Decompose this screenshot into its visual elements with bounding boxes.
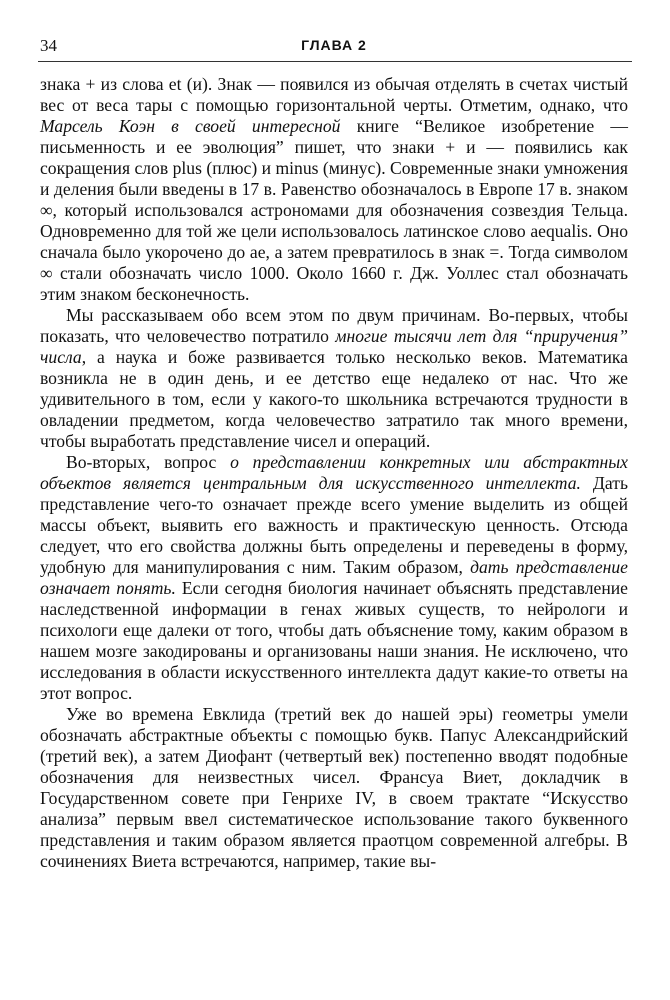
running-head	[36, 36, 632, 58]
paragraph	[40, 305, 628, 452]
italic-text: о представлении конкретных или абстрактных объектов является центральным для искусственного интеллекта.	[40, 452, 628, 493]
text-run: Дать представление чего-то означает прежде всего умение выделить из общей массы объект, выявить его важность и практическую ценность. Отсюда следует, что его свойства должны быть определены и переведены в форму, удобную для манипулирования с ним. Таким образом,	[40, 473, 628, 577]
text-run: Мы рассказываем обо всем этом по двум причинам. Во-первых, чтобы показать, что человечество потратило	[40, 305, 628, 346]
text-run: книге “Великое изобретение — письменность и ее эволюция” пишет, что знаки + и — появились как сокращения слов plus (плюс) и minus (минус). Современные знаки умножения и деления были введены в 17 в. Равенство обозначалось в Европе 17 в. знаком ∞, который использовался астрономами для обозначения созвездия Тельца. Одновременно для той же цели использовалось латинское слово aequalis. Оно сначала было укорочено до ae, а затем превратилось в знак =. Тогда символом ∞ стали обозначать число 1000. Около 1660 г. Дж. Уоллес стал обозначать этим знаком бесконечность.	[40, 116, 628, 304]
italic-text: многие тысячи лет для “приручения” числа	[40, 326, 629, 367]
text-run: Во-вторых, вопрос	[66, 452, 231, 472]
paragraph	[40, 704, 628, 872]
header-rule	[38, 61, 632, 62]
paragraph	[40, 452, 628, 704]
paragraph	[40, 74, 628, 305]
text-run: Уже во времена Евклида (третий век до нашей эры) геометры умели обозначать абстрактные объекты с помощью букв. Папус Александрийский (третий век), а затем Диофант (четвертый век) постепенно вводят подобные обозначения для неизвестных чисел. Франсуа Виет, докладчик в Государственном совете при Генрихе IV, в своем трактате “Искусство анализа” первым ввел систематическое использование такого буквенного представления и таким образом является праотцом современной алгебры. В сочинениях Виета встречаются, например, такие вы-	[40, 704, 628, 871]
text-run: Если сегодня биология начинает объяснять представление наследственной информации в генах живых существ, то нейрологи и психологи еще далеки от того, чтобы дать объяснение тому, каким образом в нашем мозге закодированы и организованы наши знания. Не исключено, что исследования в области искусственного интеллекта дадут какие-то ответы на этот вопрос.	[40, 578, 628, 703]
chapter-title: ГЛАВА 2	[301, 37, 367, 53]
text-run: знака + из слова et (и). Знак — появился из обычая отделять в счетах чистый вес от веса тары с помощью горизонтальной черты. Отметим, однако, что	[40, 74, 628, 115]
page-number: 34	[40, 36, 57, 55]
italic-text: дать представление означает понять.	[40, 557, 628, 598]
text-run: , а наука и боже развивается только несколько веков. Математика возникла не в один день, и ее детство еще недалеко от нас. Что же удивительного в том, если у какого-то школьника встречаются трудности в овладении предметом, когда человечество затратило так много времени, чтобы выработать представление чисел и операций.	[40, 347, 628, 451]
body-text	[40, 74, 628, 872]
italic-text: Марсель Коэн в своей интересной	[40, 116, 341, 136]
